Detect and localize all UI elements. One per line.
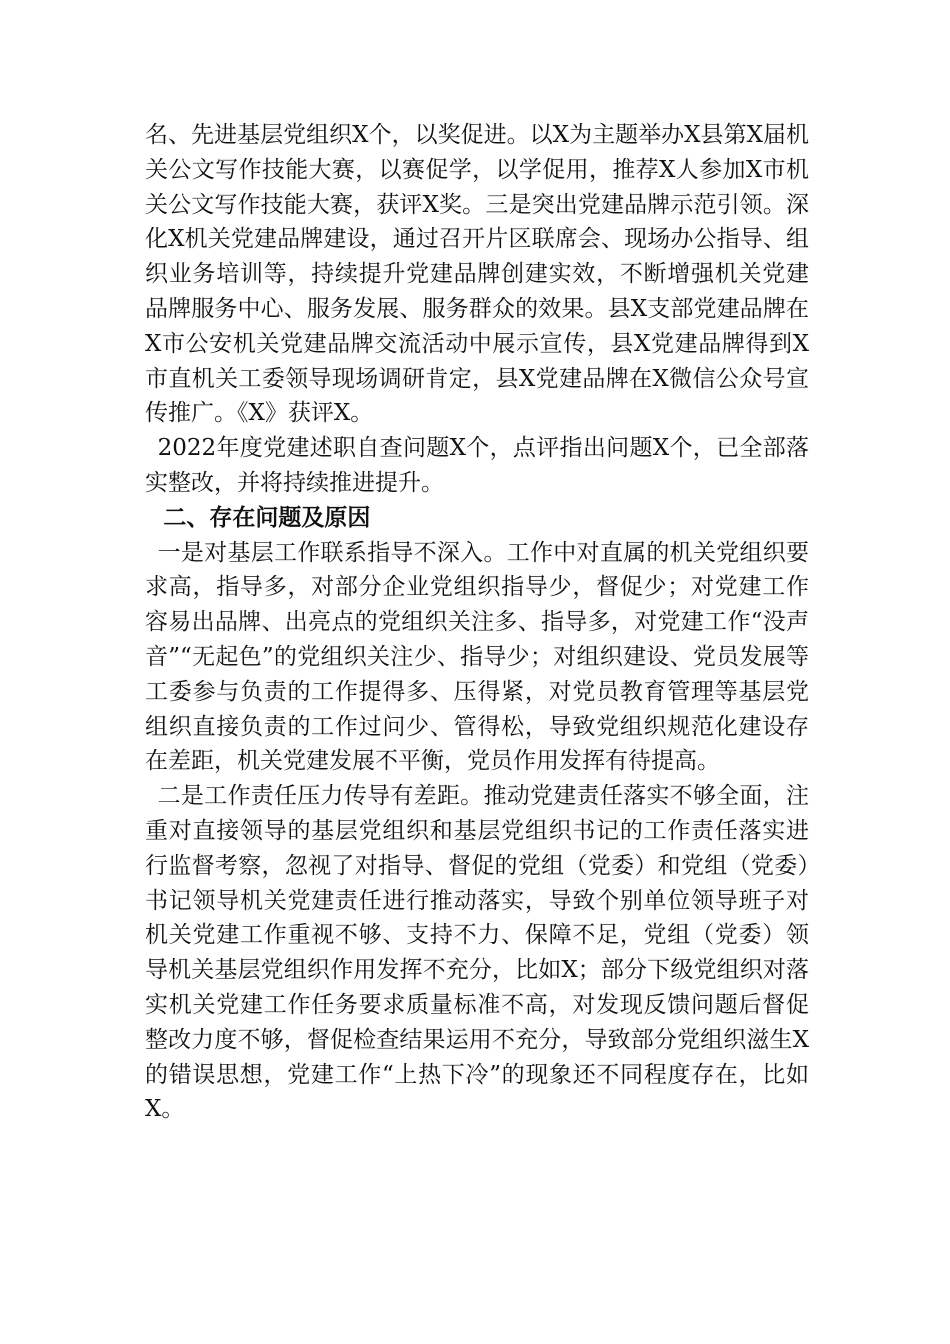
document-page: [145, 118, 809, 1127]
section-heading: 二、存在问题及原因: [163, 504, 371, 531]
body-paragraph-self-check: 2022年度党建述职自查问题X个，点评指出问题X个，已全部落实整改，并将持续推进提升。: [145, 435, 809, 496]
body-paragraph-problem-two: 二是工作责任压力传导有差距。推动党建责任落实不够全面，注重对直接领导的基层党组织和基层党组织书记的工作责任落实进行监督考察，忽视了对指导、督促的党组（党委）和党组（党委）书记领导机关党建责任进行推动落实，导致个别单位领导班子对机关党建工作重视不够、支持不力、保障不足，党组（党委）领导机关基层党组织作用发挥不充分，比如X；部分下级党组织对落实机关党建工作任务要求质量标准不高，对发现反馈问题后督促整改力度不够，督促检查结果运用不充分，导致部分党组织滋生X的错误思想，党建工作“上热下冷”的现象还不同程度存在，比如X。: [145, 783, 809, 1123]
body-paragraph-problem-one: 一是对基层工作联系指导不深入。工作中对直属的机关党组织要求高，指导多，对部分企业党组织指导少，督促少；对党建工作容易出品牌、出亮点的党组织关注多、指导多，对党建工作“没声音”“无起色”的党组织关注少、指导少；对组织建设、党员发展等工委参与负责的工作提得多、压得紧，对党员教育管理等基层党组织直接负责的工作过问少、管得松，导致党组织规范化建设存在差距，机关党建发展不平衡，党员作用发挥有待提高。: [145, 539, 809, 775]
body-paragraph-awards-branding: 名、先进基层党组织X个，以奖促进。以X为主题举办X县第X届机关公文写作技能大赛，以赛促学，以学促用，推荐X人参加X市机关公文写作技能大赛，获评X奖。三是突出党建品牌示范引领。深化X机关党建品牌建设，通过召开片区联席会、现场办公指导、组织业务培训等，持续提升党建品牌创建实效，不断增强机关党建品牌服务中心、服务发展、服务群众的效果。县X支部党建品牌在X市公安机关党建品牌交流活动中展示宣传，县X党建品牌得到X市直机关工委领导现场调研肯定，县X党建品牌在X微信公众号宣传推广。《X》获评X。: [145, 122, 809, 427]
